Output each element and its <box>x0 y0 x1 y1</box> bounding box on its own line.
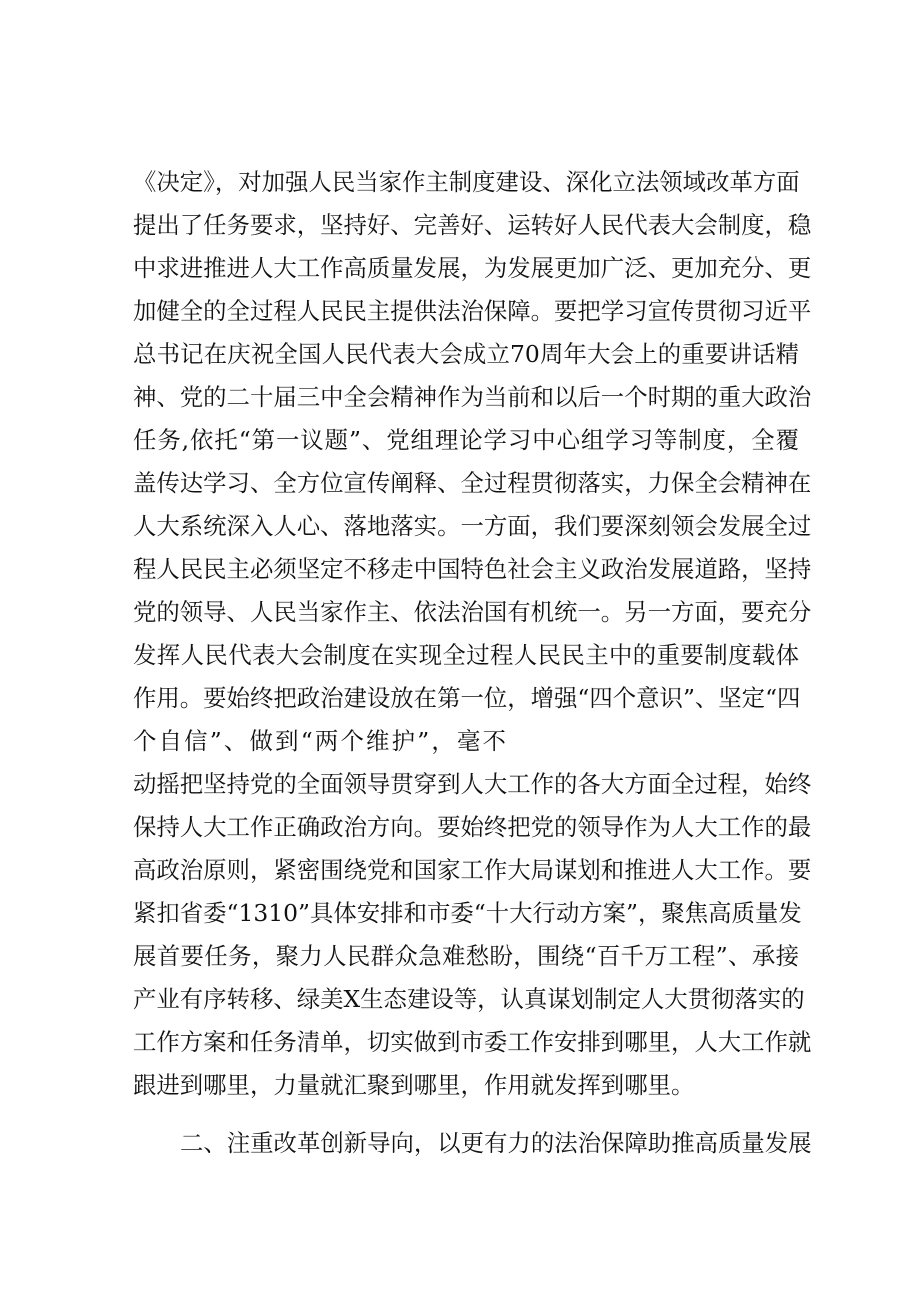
paragraph-2-line-5: 展首要任务，聚力人民群众急难愁盼，围绕“百千万工程”、承接 <box>133 942 799 970</box>
paragraph-1-line-13: 作用。要始终把政治建设放在第一位，增强“四个意识”、坚定“四 <box>133 684 801 712</box>
paragraph-1-line-7: 任务,依托“第一议题”、党组理论学习中心组学习等制度，全覆 <box>133 426 799 454</box>
paragraph-1-line-9: 人大系统深入人心、落地落实。一方面，我们要深刻领会发展全过 <box>133 512 812 540</box>
paragraph-1-line-4: 加健全的全过程人民民主提供法治保障。要把学习宣传贯彻习近平 <box>133 297 812 325</box>
paragraph-2-line-6: 产业有序转移、绿美X生态建设等，认真谋划制定人大贯彻落实的 <box>133 985 805 1013</box>
paragraph-1-line-11: 党的领导、人民当家作主、依法治国有机统一。另一方面，要充分 <box>133 598 812 626</box>
paragraph-2-line-4: 紧扣省委“1310”具体安排和市委“十大行动方案”，聚焦高质量发 <box>133 899 802 927</box>
paragraph-1-line-8: 盖传达学习、全方位宣传阐释、全过程贯彻落实，力保全会精神在 <box>133 469 812 497</box>
section-heading: 二、注重改革创新导向，以更有力的法治保障助推高质量发展 <box>180 1129 812 1157</box>
paragraph-1-line-5: 总书记在庆祝全国人民代表大会成立70周年大会上的重要讲话精 <box>133 340 799 368</box>
paragraph-1-line-2: 提出了任务要求，坚持好、完善好、运转好人民代表大会制度，稳 <box>133 211 812 239</box>
paragraph-2-line-8: 跟进到哪里，力量就汇聚到哪里，作用就发挥到哪里。 <box>133 1071 695 1099</box>
paragraph-1-line-3: 中求进推进人大工作高质量发展，为发展更加广泛、更加充分、更 <box>133 254 812 282</box>
paragraph-1-line-12: 发挥人民代表大会制度在实现全过程人民民主中的重要制度载体 <box>133 641 799 669</box>
paragraph-1-line-14: 个自信”、做到“两个维护”，毫不 <box>133 727 509 755</box>
paragraph-2-line-3: 高政治原则，紧密围绕党和国家工作大局谋划和推进人大工作。要 <box>133 856 812 884</box>
paragraph-1-line-6: 神、党的二十届三中全会精神作为当前和以后一个时期的重大政治 <box>133 383 812 411</box>
paragraph-2-line-7: 工作方案和任务清单，切实做到市委工作安排到哪里，人大工作就 <box>133 1028 812 1056</box>
paragraph-1-line-10: 程人民民主必须坚定不移走中国特色社会主义政治发展道路，坚持 <box>133 555 812 583</box>
paragraph-1-line-1: 《决定》，对加强人民当家作主制度建设、深化立法领域改革方面 <box>133 168 800 196</box>
paragraph-2-line-2: 保持人大工作正确政治方向。要始终把党的领导作为人大工作的最 <box>133 813 812 841</box>
paragraph-2-line-1: 动摇把坚持党的全面领导贯穿到人大工作的各大方面全过程，始终 <box>133 770 812 798</box>
